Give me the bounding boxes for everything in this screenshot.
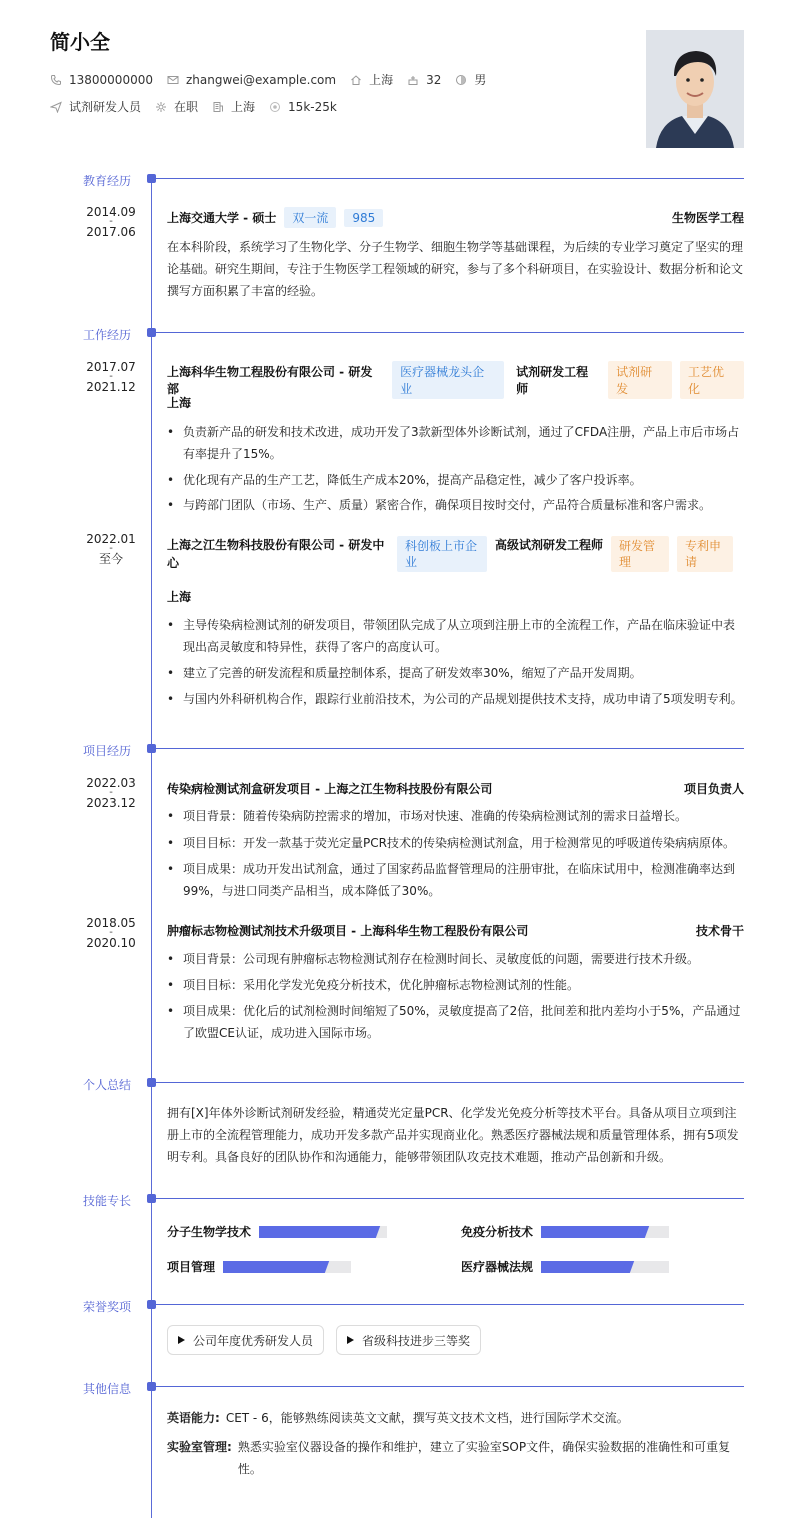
age: 32	[407, 73, 441, 87]
job-role: 高级试剂研发工程师	[495, 538, 604, 552]
skill-bar	[259, 1226, 387, 1238]
other-english	[167, 1407, 744, 1429]
project-name: 肿瘤标志物检测试剂技术升级项目 - 上海科华生物工程股份有限公司	[167, 924, 529, 938]
project-bullet: • 项目背景：公司现有肿瘤标志物检测试剂存在检测时间长、灵敏度低的问题，需要进行技术升级。	[167, 948, 744, 970]
job-role: 试剂研发工程师	[516, 365, 589, 396]
portrait-image	[646, 30, 744, 148]
section-education-title: 教育经历	[83, 174, 132, 188]
skill-item	[461, 1258, 669, 1275]
project-date: 2018.05 - 2020.10	[86, 916, 136, 950]
company-name: 上海科华生物工程股份有限公司 - 研发部	[167, 365, 373, 396]
work-bullet: • 建立了完善的研发流程和质量控制体系，提高了研发效率30%，缩短了产品开发周期。	[167, 662, 744, 684]
play-icon	[347, 1336, 354, 1344]
section-awards-marker	[147, 1300, 156, 1309]
skill-bar	[223, 1261, 351, 1273]
section-other-divider	[156, 1386, 744, 1387]
other-lab	[167, 1436, 744, 1480]
mail-icon	[167, 74, 179, 86]
gender: 男	[455, 71, 486, 88]
project-bullet: • 项目背景：随着传染病防控需求的增加，市场对快速、准确的传染病检测试剂的需求日益增长。	[167, 805, 744, 827]
project-role: 项目负责人	[683, 782, 744, 796]
section-skills-divider	[156, 1198, 744, 1199]
work-bullet: • 与国内外科研机构合作，跟踪行业前沿技术，为公司的产品规划提供技术支持，成功申请了5项发明专利。	[167, 688, 744, 710]
role-tag: 专利申请	[677, 536, 733, 572]
skill-item	[167, 1223, 387, 1240]
project-bullet: • 项目目标：开发一款基于荧光定量PCR技术的传染病检测试剂盒，用于检测常见的呼吸道传染病病原体。	[167, 832, 744, 854]
email: zhangwei@example.com	[167, 73, 336, 87]
play-icon	[178, 1336, 185, 1344]
company-name: 上海之江生物科技股份有限公司 - 研发中心	[167, 538, 385, 570]
contact-row	[50, 71, 500, 88]
work-bullet: • 负责新产品的研发和技术改进，成功开发了3款新型体外诊断试剂，通过了CFDA注册，产品上市后市场占有率提升了15%。	[167, 421, 744, 465]
section-summary-divider	[156, 1082, 744, 1083]
work-date: 2017.07 - 2021.12	[86, 360, 136, 394]
coin-icon	[269, 101, 281, 113]
home-icon	[350, 74, 362, 86]
gear-icon	[155, 101, 167, 113]
section-work-divider	[156, 332, 744, 333]
skill-item	[167, 1258, 351, 1275]
other-value: CET - 6，能够熟练阅读英文文献，撰写英文技术文档，进行国际学术交流。	[225, 1411, 629, 1425]
role-tag: 研发管理	[611, 536, 669, 572]
phone: 13800000000	[50, 73, 153, 87]
section-other-marker	[147, 1382, 156, 1391]
section-projects-marker	[147, 744, 156, 753]
skill-name: 项目管理	[167, 1260, 216, 1274]
skill-bar	[541, 1226, 669, 1238]
school-tag: 985	[344, 209, 383, 227]
target-position: 试剂研发人员	[50, 98, 141, 115]
section-summary-title: 个人总结	[83, 1078, 132, 1092]
building-icon	[212, 101, 224, 113]
project-date: 2022.03 - 2023.12	[86, 776, 136, 810]
candidate-name: 简小全	[50, 30, 110, 54]
job-status: 在职	[155, 98, 198, 115]
work-location: 上海	[167, 590, 192, 604]
section-work-marker	[147, 328, 156, 337]
section-projects-divider	[156, 748, 744, 749]
send-icon	[50, 101, 62, 113]
project-role: 技术骨干	[695, 924, 744, 938]
work-location: 上海	[167, 396, 192, 410]
phone-icon	[50, 74, 62, 86]
education-date: 2014.09 - 2017.06	[86, 205, 136, 239]
major: 生物医学工程	[671, 211, 744, 225]
other-value: 熟悉实验室仪器设备的操作和维护，建立了实验室SOP文件，确保实验数据的准确性和可重复性。	[237, 1440, 731, 1476]
section-skills-title: 技能专长	[83, 1194, 132, 1208]
education-title-row	[167, 207, 744, 228]
role-tag: 工艺优化	[680, 361, 744, 399]
work-date: 2022.01 - 至今	[86, 532, 136, 566]
skill-item	[461, 1223, 669, 1240]
project-bullet: • 项目成果：优化后的试剂检测时间缩短了50%，灵敏度提高了2倍，批间差和批内差均小于5%，产品通过了欧盟CE认证，成功进入国际市场。	[167, 1000, 744, 1044]
section-awards-divider	[156, 1304, 744, 1305]
project-bullet: • 项目成果：成功开发出试剂盒，通过了国家药品监督管理局的注册审批，在临床试用中，检测准确率达到99%，与进口同类产品相当，成本降低了30%。	[167, 858, 744, 902]
role-tag: 试剂研发	[608, 361, 672, 399]
work-title-row	[167, 361, 744, 399]
award-item: 公司年度优秀研发人员	[167, 1325, 324, 1355]
other-key: 实验室管理:	[167, 1440, 232, 1454]
project-title-row	[167, 780, 744, 797]
section-education-divider	[156, 178, 744, 179]
skill-bar-fill	[259, 1226, 374, 1238]
skill-bar-fill	[541, 1261, 628, 1273]
company-tag: 科创板上市企业	[397, 536, 487, 572]
skill-name: 医疗器械法规	[461, 1260, 534, 1274]
profile-photo	[646, 30, 744, 148]
project-bullet: • 项目目标：采用化学发光免疫分析技术，优化肿瘤标志物检测试剂的性能。	[167, 974, 744, 996]
gender-icon	[455, 74, 467, 86]
section-other-title: 其他信息	[83, 1382, 132, 1396]
salary: 15k-25k	[269, 100, 337, 114]
skill-bar-fill	[223, 1261, 323, 1273]
education-description: 在本科阶段，系统学习了生物化学、分子生物学、细胞生物学等基础课程，为后续的专业学习奠定了坚实的理论基础。研究生期间，专注于生物医学工程领域的研究，参与了多个科研项目，在实验设计、数据分析和论文撰写方面积累了丰富的经验。	[167, 240, 744, 298]
skill-name: 分子生物学技术	[167, 1225, 252, 1239]
work-bullet: • 与跨部门团队（市场、生产、质量）紧密合作，确保项目按时交付，产品符合质量标准和客户需求。	[167, 494, 744, 516]
work-title-row	[167, 536, 744, 572]
city: 上海	[350, 71, 393, 88]
cake-icon	[407, 74, 419, 86]
project-title-row	[167, 922, 744, 939]
section-summary-marker	[147, 1078, 156, 1087]
school-name: 上海交通大学 - 硕士	[167, 211, 277, 225]
other-key: 英语能力:	[167, 1411, 220, 1425]
section-skills-marker	[147, 1194, 156, 1203]
target-city: 上海	[212, 98, 255, 115]
section-education-marker	[147, 174, 156, 183]
work-bullet: • 优化现有产品的生产工艺，降低生产成本20%，提高产品稳定性，减少了客户投诉率。	[167, 469, 744, 491]
intent-row	[50, 98, 351, 115]
work-bullet: • 主导传染病检测试剂的研发项目，带领团队完成了从立项到注册上市的全流程工作，产品在临床验证中表现出高灵敏度和特异性，获得了客户的高度认可。	[167, 614, 744, 658]
section-awards-title: 荣誉奖项	[83, 1300, 132, 1314]
skill-name: 免疫分析技术	[461, 1225, 534, 1239]
project-name: 传染病检测试剂盒研发项目 - 上海之江生物科技股份有限公司	[167, 782, 493, 796]
section-work-title: 工作经历	[83, 328, 132, 342]
company-tag: 医疗器械龙头企业	[392, 361, 504, 399]
section-projects-title: 项目经历	[83, 744, 132, 758]
skill-bar-fill	[541, 1226, 643, 1238]
summary-text: 拥有[X]年体外诊断试剂研发经验，精通荧光定量PCR、化学发光免疫分析等技术平台。具备从项目立项到注册上市的全流程管理能力，成功开发多款产品并实现商业化。熟悉医疗器械法规和质量管理体系，拥有5项发明专利。具备良好的团队协作和沟通能力，能够带领团队攻克技术难题，推动产品创新和升级。	[167, 1106, 739, 1164]
school-tag: 双一流	[284, 207, 336, 228]
skill-bar	[541, 1261, 669, 1273]
award-item: 省级科技进步三等奖	[336, 1325, 481, 1355]
